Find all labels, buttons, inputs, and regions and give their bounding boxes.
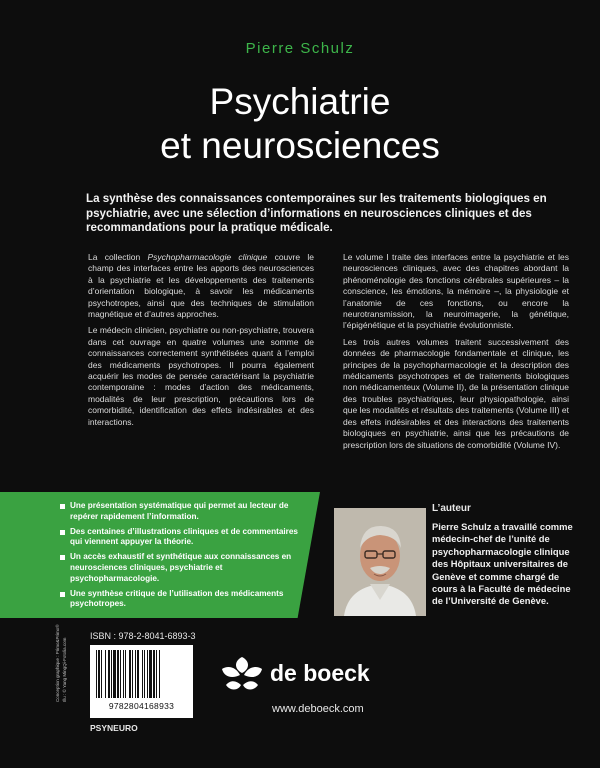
credit-line-2: Illu : © Yang MingQi-Fotolia.com: [62, 637, 67, 702]
barcode-bar: [113, 650, 116, 698]
collection-rest: couvre le champ des interfaces entre les apports des neurosciences à la psychiatrie et les développements des traitements d’orientation biologique, à savoir les médicaments psychotropes, ainsi que des techniques de stimulation magnétique et d’autres approches.: [88, 252, 314, 320]
bullet-square-icon: [60, 530, 65, 535]
barcode-bar: [132, 650, 133, 698]
barcode-bar: [111, 650, 112, 698]
publisher-leaf-icon: [220, 655, 264, 695]
barcode-bar: [142, 650, 143, 698]
barcode-bar: [101, 650, 102, 698]
credit-line-1: Conception graphique : Primo&Primo®: [55, 624, 60, 702]
book-title: [0, 80, 600, 168]
author-portrait-icon: [334, 508, 426, 616]
barcode-bar: [135, 650, 136, 698]
barcode-bar: [149, 650, 152, 698]
barcode-bar: [123, 650, 124, 698]
barcode-bar: [120, 650, 121, 698]
barcode-bar: [125, 650, 126, 698]
barcode-bar: [159, 650, 160, 698]
barcode-digits: 9782804168933: [108, 701, 175, 711]
right-paragraph-2: Les trois autres volumes traitent successivement des données de pharmacologie fondamentale et clinique, les principes de la psychopharmacologie et la description des médicaments psychotropes et de traitements biologiques non médicamenteux (Volume II), de la présentation clinique des troubles psychiatriques, leur physiopathologie, ainsi que les modalités et résultats des traitements (Volume III) et des effets indésirables et des interactions des traitements biologiques en psychiatrie, ainsi que les précautions de prescription lors de situations de comorbidité (Volume IV).: [343, 336, 569, 450]
website-url[interactable]: www.deboeck.com: [272, 703, 364, 715]
product-code: PSYNEURO: [90, 723, 138, 733]
barcode-bar: [98, 650, 100, 698]
left-paragraph-2: Le médecin clinicien, psychiatre ou non-psychiatre, trouvera dans cet ouvrage en quatre volumes une somme de connaissances correctement synthétisées quant à l’emploi des médicaments psychotropes. Il pourra également acquérir les modes de pensée caractérisant la psychiatrie contemporaine : modes d’action des médicaments, modalités de leur prescription, précautions lors de comorbidité, identification des effets indésirables et des interactions.: [88, 325, 314, 427]
collection-intro: La collection: [88, 252, 148, 262]
bullet-square-icon: [60, 555, 65, 560]
barcode: [90, 645, 193, 718]
barcode-bar: [144, 650, 145, 698]
collection-name: Psychopharmacologie clinique: [147, 252, 268, 262]
feature-item: [60, 589, 310, 611]
barcode-icon: [94, 650, 189, 700]
feature-item: [60, 501, 310, 523]
credits: [55, 624, 85, 702]
title-line-1: Psychiatrie: [209, 81, 391, 122]
isbn: ISBN : 978-2-8041-6893-3: [90, 631, 196, 641]
barcode-bar: [129, 650, 131, 698]
bullet-square-icon: [60, 592, 65, 597]
barcode-bar: [108, 650, 110, 698]
left-paragraph-1: [88, 252, 314, 320]
feature-text: Un accès exhaustif et synthétique aux connaissances en neurosciences cliniques, psychiatrie et psychopharmacologie.: [70, 552, 292, 583]
feature-text: Une présentation systématique qui permet au lecteur de repérer rapidement l’information.: [70, 501, 289, 521]
right-column: [343, 252, 569, 456]
features-list: [60, 501, 310, 614]
barcode-bar: [156, 650, 157, 698]
feature-item: [60, 552, 310, 584]
barcode-bar: [96, 650, 97, 698]
barcode-bar: [105, 650, 106, 698]
barcode-bar: [147, 650, 148, 698]
publisher-logo: [220, 655, 390, 695]
barcode-bar: [153, 650, 155, 698]
title-line-2: et neurosciences: [160, 125, 440, 166]
author-name: Pierre Schulz: [245, 40, 355, 57]
right-paragraph-1: Le volume I traite des interfaces entre la psychiatrie et les neurosciences cliniques, avec des chapitres abordant la phénoménologie des fonctions cérébrales supérieures – la conscience, les émotions, la mémoire –, la physiologie et l’anatomie de ces fonctions, ou encore la neurotransmission, la neuroimagerie, la génétique, l’épigénétique et la psychiatrie évolutionniste.: [343, 252, 569, 331]
author-section-label: L’auteur: [432, 503, 471, 514]
bullet-square-icon: [60, 504, 65, 509]
lead-paragraph: La synthèse des connaissances contemporaines sur les traitements biologiques en psychiatrie, avec une sélection d’informations en neurosciences cliniques et des recommandations pour la pratique médicale.: [86, 192, 547, 234]
feature-item: [60, 527, 310, 549]
author-photo: [334, 508, 426, 616]
author-bio: Pierre Schulz a travaillé comme médecin-chef de l’unité de psychopharmacologie clinique des Hôpitaux universitaires de Genève et comme chargé de cours à la Faculté de médecine de l’Université de Genève.: [432, 521, 573, 607]
barcode-bar: [117, 650, 119, 698]
barcode-bar: [137, 650, 139, 698]
feature-text: Une synthèse critique de l’utilisation des médicaments psychotropes.: [70, 588, 284, 609]
left-column: [88, 252, 314, 433]
feature-text: Des centaines d’illustrations cliniques et de commentaires qui viennent appuyer la théorie.: [70, 526, 298, 547]
publisher-name: de boeck: [270, 660, 370, 686]
